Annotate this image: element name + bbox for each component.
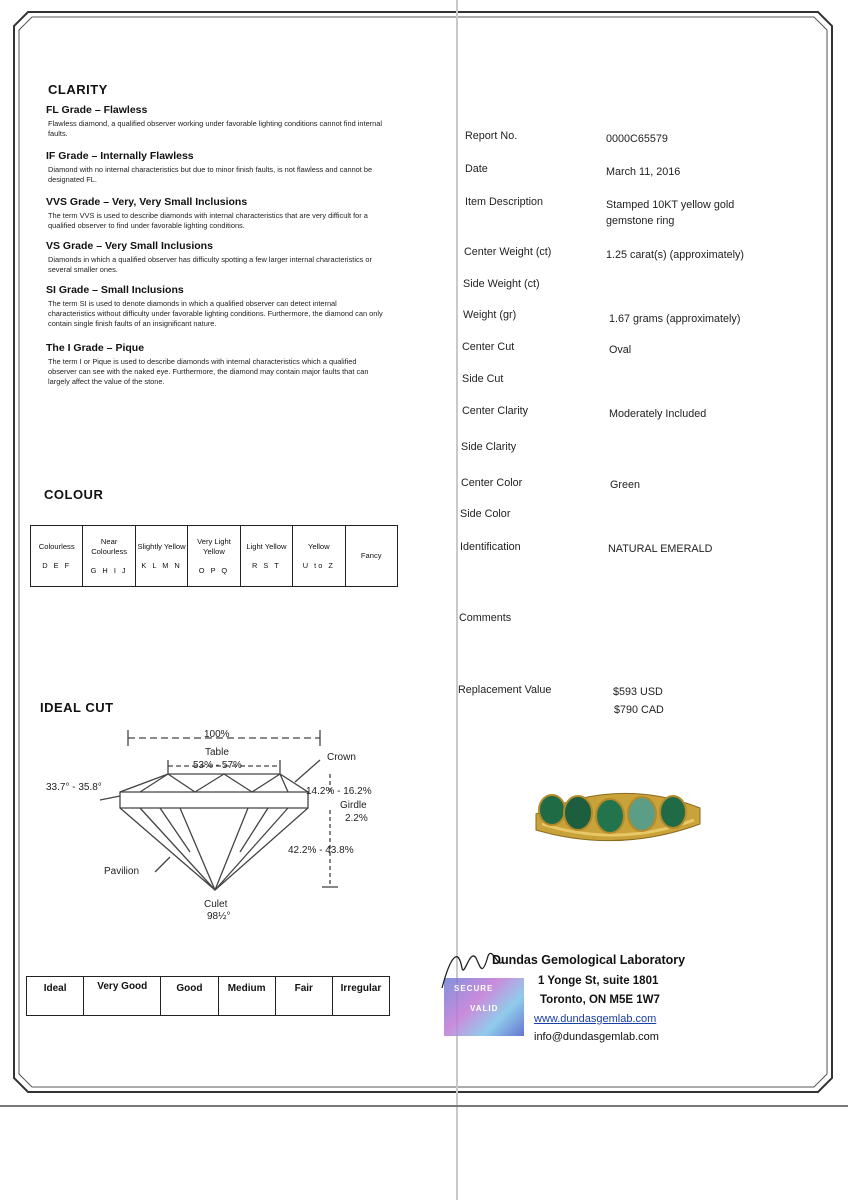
colour-name: Colourless [38,542,75,551]
field-label-identification: Identification [460,541,521,553]
colour-cell [346,526,397,586]
colour-name: Near Colourless [91,537,128,556]
clarity-grade-vvs [46,196,386,231]
colour-name: Very Light Yellow [197,537,231,556]
colour-grades: G H I J [90,566,128,575]
girdle-pct-label: 2.2% [345,813,368,824]
cut-grade-table [26,976,390,1016]
crown-height-label: 14.2% - 16.2% [306,786,372,797]
colour-grades: K L M N [141,561,182,570]
clarity-grade-si [46,284,386,329]
field-label-center-weight: Center Weight (ct) [464,246,552,258]
colour-grades: R S T [252,561,281,570]
field-value-report-no: 0000C65579 [606,133,668,145]
cut-grade-cell: Irregular [340,983,382,994]
field-label-replacement-value: Replacement Value [458,684,552,696]
field-value-center-color: Green [610,479,641,491]
field-value-date: March 11, 2016 [606,166,681,178]
field-value-replacement-usd: $593 USD [613,686,663,698]
table-label: Table [205,747,229,758]
colour-cell [188,526,240,586]
lab-email: info@dundasgemlab.com [534,1031,659,1043]
bottom-rule [0,1105,848,1107]
grade-heading: VS Grade – Very Small Inclusions [46,240,213,252]
grade-description: The term VVS is used to describe diamonds with internal characteristics that are very difficult for a qualified observer to find under favorable lighting conditions. [48,211,368,230]
field-label-side-color: Side Color [460,508,511,520]
grade-heading: SI Grade – Small Inclusions [46,284,184,296]
clarity-grade-i [46,342,386,387]
culet-label: Culet [204,899,228,910]
field-value-item-description: Stamped 10KT yellow gold gemstone ring [606,199,735,227]
field-label-center-clarity: Center Clarity [462,405,528,417]
field-label-center-color: Center Color [461,477,523,489]
colour-scale-table [30,525,398,587]
field-label-item-description: Item Description [465,196,544,208]
colour-cell [241,526,293,586]
crown-angle-label: 33.7° - 35.8° [46,782,102,793]
culet-pct-label: 98½° [207,911,231,922]
field-label-comments: Comments [459,612,512,624]
cut-grade-cell: Good [161,977,218,1015]
colour-name: Fancy [360,551,382,560]
clarity-grade-fl [46,104,386,139]
clarity-title: CLARITY [48,82,108,97]
crown-label: Crown [327,752,356,763]
colour-cell [83,526,135,586]
colour-grades: U to Z [302,561,335,570]
hologram-text: VALID [470,1004,499,1013]
cut-grade-cell: Ideal [27,977,84,1015]
field-value-center-weight: 1.25 carat(s) (approximately) [606,249,745,261]
ring-photo [528,780,708,850]
lab-address-line2: Toronto, ON M5E 1W7 [540,994,660,1006]
grade-heading: IF Grade – Internally Flawless [46,150,194,162]
grade-description: Diamond with no internal characteristics but due to minor finish faults, is not flawless and cannot be designated FL. [48,165,373,184]
colour-cell [31,526,83,586]
field-label-report-no: Report No. [465,130,518,142]
table-range-label: 53% - 57% [193,760,242,771]
cut-grade-cell: Very Good [84,977,161,1015]
field-value-center-clarity: Moderately Included [609,408,707,420]
colour-name: Slightly Yellow [137,542,186,551]
field-label-side-cut: Side Cut [462,373,504,385]
field-label-date: Date [465,163,488,175]
grade-description: Flawless diamond, a qualified observer working under favorable lighting conditions cannot find internal faults. [48,119,383,138]
colour-grades: D E F [42,561,72,570]
grade-description: Diamonds in which a qualified observer has difficulty spotting a few larger internal characteristics or several smaller ones. [48,255,372,274]
girdle-label: Girdle [340,800,367,811]
colour-title: COLOUR [44,487,104,502]
field-value-replacement-cad: $790 CAD [614,704,664,716]
grade-heading: FL Grade – Flawless [46,104,148,116]
clarity-grade-if [46,150,386,185]
pavilion-depth-label: 42.2% - 43.8% [288,845,354,856]
grade-description: The term SI is used to denote diamonds in which a qualified observer can detect internal characteristics without difficulty under favorable lighting conditions. Furthermore, the diamond can only contain single finish faults of an insignificant nature. [48,299,383,328]
field-value-weight-gr: 1.67 grams (approximately) [609,313,741,325]
lab-address-line1: 1 Yonge St, suite 1801 [538,975,659,987]
colour-cell [293,526,345,586]
colour-cell [136,526,188,586]
signature [436,938,506,998]
cut-grade-cell: Fair [276,977,333,1015]
field-value-center-cut: Oval [609,344,632,356]
hologram-text: SECURE [454,984,494,993]
field-label-side-weight: Side Weight (ct) [463,278,540,290]
colour-grades: O P Q [198,566,230,575]
grade-heading: The I Grade – Pique [46,342,145,354]
field-label-center-cut: Center Cut [462,341,515,353]
colour-name: Yellow [307,542,330,551]
field-label-side-clarity: Side Clarity [461,441,517,453]
field-label-weight-gr: Weight (gr) [463,309,517,321]
grade-description: The term I or Pique is used to describe diamonds with internal characteristics which a qualified observer can see with the naked eye. Furthermore, the diamond may contain major faults that can largely affect the value of the stone. [48,357,369,386]
total-width-label: 100% [204,729,230,740]
cut-grade-cell: Medium [219,977,276,1015]
pavilion-label: Pavilion [104,866,140,877]
field-value-identification: NATURAL EMERALD [608,543,713,555]
clarity-grade-vs [46,240,386,275]
lab-name: Dundas Gemological Laboratory [492,953,686,967]
grade-heading: VVS Grade – Very, Very Small Inclusions [46,196,248,208]
colour-name: Light Yellow [246,542,287,551]
ideal-cut-title: IDEAL CUT [40,700,114,715]
lab-website-link[interactable]: www.dundasgemlab.com [534,1013,657,1025]
